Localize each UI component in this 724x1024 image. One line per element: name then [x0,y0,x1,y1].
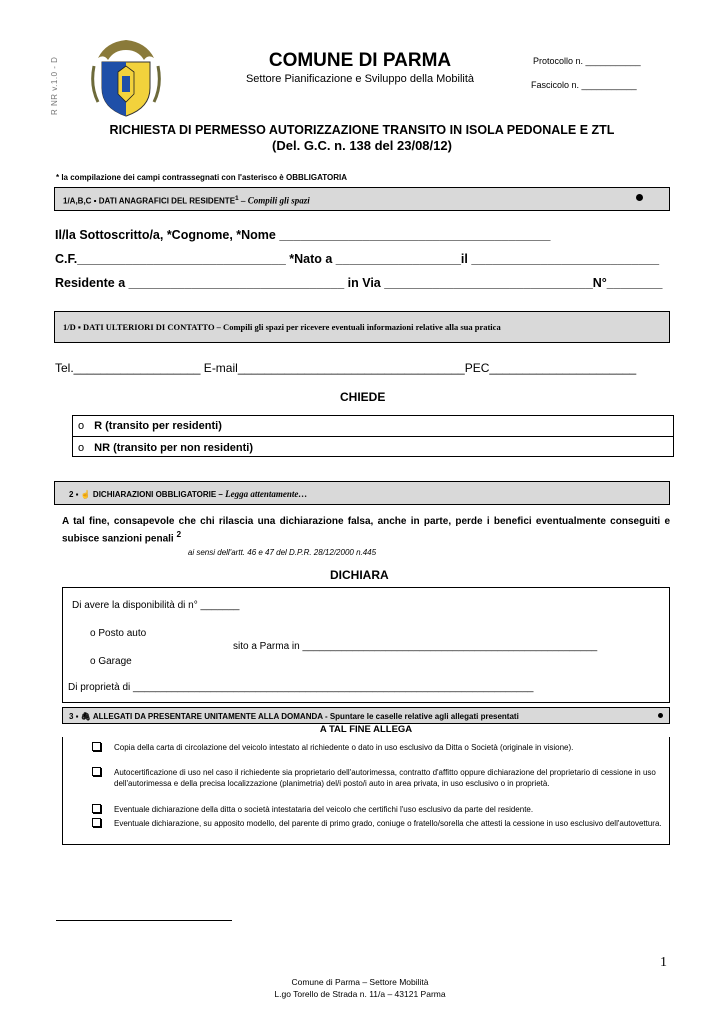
location-field[interactable]: sito a Parma in _____________________________________________________ [233,641,598,652]
options-divider [72,436,674,437]
attachment-item [92,818,664,829]
form-title: RICHIESTA DI PERMESSO AUTORIZZAZIONE TRANSITO IN ISOLA PEDONALE E ZTL [109,123,615,137]
municipality-title: COMUNE DI PARMA [268,50,452,71]
attachment-text: Autocertificazione di uso nel caso il richiedente sia proprietario dell'autorimessa, contratto d'affitto oppure dichiarazione del proprietario di cessione in uso dell'autorimessa e della precisa localizzazione (planimetria) del/i posto/i auto in area privata, in uso esclusivo o in proprietà. [114,768,656,788]
section-resident-label: 1/A,B,C ▪ DATI ANAGRAFICI DEL RESIDENTE [63,196,236,206]
section-attachments [62,707,670,724]
bullet-icon [658,713,663,718]
checkbox-icon[interactable] [92,804,101,813]
request-heading: CHIEDE [340,390,386,404]
attachment-text: Eventuale dichiarazione della ditta o società intestataria del veicolo che certifichi l'uso esclusivo da parte del residente. [114,805,534,814]
option-residents-label: R (transito per residenti) [94,420,222,432]
protocol-number-field[interactable]: Protocollo n. ___________ [533,56,641,66]
footnote-separator [56,920,232,921]
checkbox-icon[interactable] [92,818,101,827]
department-subtitle: Settore Pianificazione e Sviluppo della Mobilità [245,73,475,85]
option-garage[interactable]: o Garage [90,656,132,667]
option-non-residents[interactable] [78,442,253,454]
attachment-text: Copia della carta di circolazione del veicolo intestato al richiedente o dato in uso esclusivo da Ditta o Società (originale in visione). [114,743,574,752]
section-declarations-hint: Legga attentamente… [225,489,308,499]
form-resolution: (Del. G.C. n. 138 del 23/08/12) [272,138,452,153]
section-resident-hint: – Compili gli spazi [238,195,310,206]
tax-code-birth-row[interactable]: C.F.______________________________ *Nato a __________________il ___________________________ [55,252,660,266]
bullet-icon [636,194,643,201]
file-number-field[interactable]: Fascicolo n. ___________ [531,80,637,90]
option-non-residents-label: NR (transito per non residenti) [94,442,254,454]
name-field-row[interactable]: Il/la Sottoscritto/a, *Cognome, *Nome _______________________________________ [55,228,551,242]
footnote-ref: 1 [235,195,239,202]
checkbox-icon[interactable] [92,767,101,776]
radio-icon[interactable]: o [78,420,85,432]
contact-fields-row[interactable]: Tel.___________________ E-mail__________________________________PEC______________________ [55,361,637,375]
declares-heading: DICHIARA [330,568,389,582]
owner-field[interactable]: Di proprietà di ________________________________________________________________________ [68,682,534,693]
footer-address: L.go Torello de Strada n. 11/a – 43121 Parma [274,989,446,999]
attachment-text: Eventuale dichiarazione, su apposito modello, del parente di primo grado, coniuge o fratello/sorella che attesti la cessione in uso esclusivo dell'autovettura. [114,819,662,828]
mandatory-note: * la compilazione dei campi contrassegnati con l'asterisco è OBBLIGATORIA [56,173,348,182]
parma-crest-logo [88,36,164,120]
footer-office: Comune di Parma – Settore Mobilità [291,977,429,987]
section-mandatory-declarations [54,481,670,505]
residence-row[interactable]: Residente a _______________________________ in Via ______________________________N°________ [55,276,663,290]
document-version-code: R NR v.1.0 - D [50,56,59,115]
radio-icon[interactable]: o [78,442,85,454]
attachment-item [92,742,664,753]
option-residents[interactable] [78,420,222,432]
legal-reference: ai sensi dell'artt. 46 e 47 del D.P.R. 28/12/2000 n.445 [187,548,377,557]
attachments-subheading: A TAL FINE ALLEGA [319,724,413,735]
availability-count-field[interactable]: Di avere la disponibilità di n° _______ [72,600,240,611]
page-number: 1 [660,955,667,970]
option-parking-space[interactable]: o Posto auto [90,628,147,639]
section-attachments-label: 3 ▪ 🖇 ALLEGATI DA PRESENTARE UNITAMENTE ALLA DOMANDA - Spuntare le caselle relative agli allegati presentati [69,712,519,721]
declaration-text [62,515,670,545]
footnote-ref: 2 [176,529,182,539]
section-contact-data: 1/D ▪ DATI ULTERIORI DI CONTATTO – Compili gli spazi per ricevere eventuali informazioni relative alla sua pratica [54,311,670,343]
section-declarations-label: 2 ▪ ☝ DICHIARAZIONI OBBLIGATORIE – [69,490,226,499]
section-resident-data [54,187,670,211]
checkbox-icon[interactable] [92,742,101,751]
declaration-body: A tal fine, consapevole che chi rilascia una dichiarazione falsa, anche in parte, perde i benefici eventualmente conseguiti e subisce sanzioni penali [62,516,670,545]
attachment-item [92,804,664,815]
attachment-item [92,767,664,789]
